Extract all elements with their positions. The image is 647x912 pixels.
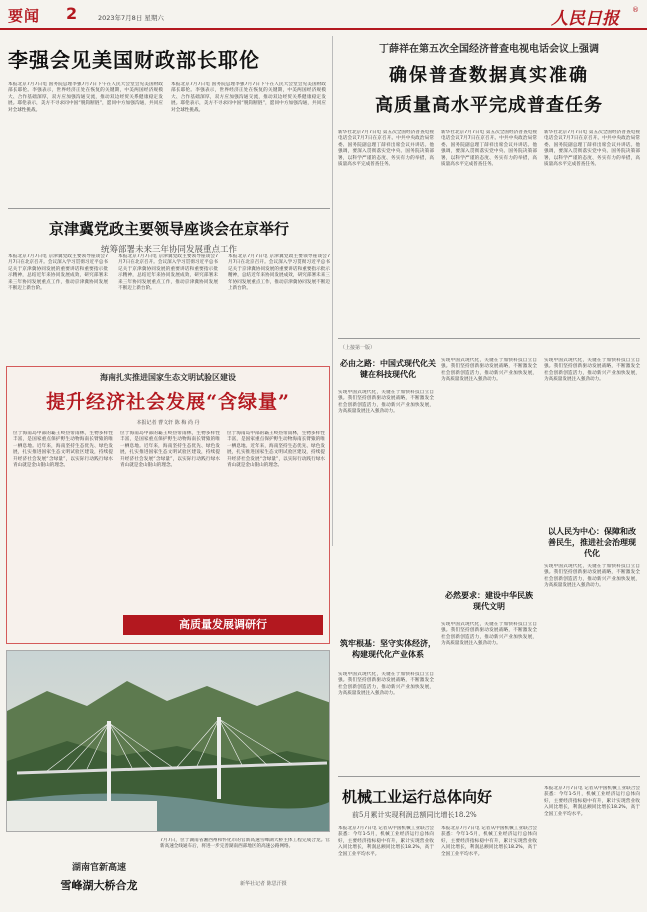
bridge-photo <box>6 650 330 832</box>
section-heading-2: 必然要求：建设中华民族现代文明 <box>445 590 533 611</box>
photo-caption-text: 7月7日，位于湖南省湘西州和怀化市的官新高速雪峰湖大桥主体工程完成合龙。官新高速全线通车后，将进一步完善湖南西部地区的高速公路网络。 <box>160 838 330 850</box>
article-body-continued: 新华社北京7月7日电 第五次全国经济普查电视电话会议7月7日在京召开。中共中央政治局常委、国务院副总理丁薛祥出席会议并讲话。他强调，要深入贯彻落实党中央、国务院决策部署，以科学严谨的态度、务实有力的举措，高质量高水平完成普查任务。 <box>441 130 537 168</box>
subhead-machinery: 前5月累计实现利润总额同比增长18.2% <box>352 811 477 819</box>
section-name: 要闻 <box>8 7 41 25</box>
article-body-continued: 实现中国式现代化，关键在于加快科技自立自强。我们坚持创新驱动发展战略，不断激发全社会创新创造活力，推动新兴产业加快发展，为高质量发展注入强劲动力。 <box>544 564 640 589</box>
bridge-illustration <box>7 651 330 832</box>
photo-credit: 新华社记者 陈思汗摄 <box>240 881 287 887</box>
section-heading-3: 以人民为中心：保障和改善民生，推进社会治理现代化 <box>548 526 636 558</box>
section-heading-4: 筑牢根基：坚守实体经济，构建现代化产业体系 <box>340 638 436 659</box>
bridge-tower <box>217 717 221 799</box>
article-body: 本报北京7月7日电 京津冀党政主要领导座谈会7月7日在北京召开。会议深入学习贯彻习近平总书记关于京津冀协同发展的重要讲话和重要指示批示精神，总结近年来协同发展成效，研究部署未来三年协同发展重点工作，推动京津冀协同发展不断迈上新台阶。 <box>8 254 108 292</box>
article-body-continued: 本报北京7月7日电 记者从中国机械工业联合会获悉：今年1-5月，机械工业经济运行总体向好，主要经济指标稳中有升，累计实现营业收入同比增长，利润总额同比增长18.2%，高于全国工业平均水平。 <box>544 786 640 817</box>
bridge-tower <box>107 721 111 801</box>
article-machinery <box>338 782 640 906</box>
article-jingjinji <box>8 218 330 292</box>
article-continued <box>338 342 640 770</box>
headline-machinery: 机械工业运行总体向好 <box>342 788 493 806</box>
divider <box>338 776 640 777</box>
registered-mark: ® <box>632 6 639 14</box>
article-body-continued: 本报北京7月7日电 京津冀党政主要领导座谈会7月7日在北京召开。会议深入学习贯彻习近平总书记关于京津冀协同发展的重要讲话和重要指示批示精神，总结近年来协同发展成效，研究部署未来三年协同发展重点工作，推动京津冀协同发展不断迈上新台阶。 <box>118 254 218 292</box>
article-body-continued: 本报北京7月7日电 京津冀党政主要领导座谈会7月7日在北京召开。会议深入学习贯彻习近平总书记关于京津冀协同发展的重要讲话和重要指示批示精神，总结近年来协同发展成效，研究部署未来三年协同发展重点工作，推动京津冀协同发展不断迈上新台阶。 <box>228 254 330 292</box>
article-body: 实现中国式现代化，关键在于加快科技自立自强。我们坚持创新驱动发展战略，不断激发全社会创新创造活力，推动新兴产业加快发展，为高质量发展注入强劲动力。 <box>338 390 434 415</box>
article-ding-xuexiang <box>338 40 640 168</box>
headline-jingjinji: 京津冀党政主要领导座谈会在京举行 <box>48 220 289 238</box>
article-body-continued: 本报北京7月7日电 记者从中国机械工业联合会获悉：今年1-5月，机械工业经济运行总体向好，主要经济指标稳中有升，累计实现营业收入同比增长，利润总额同比增长18.2%，高于全国工业平均水平。 <box>441 826 537 857</box>
series-band: 高质量发展调研行 <box>123 615 323 635</box>
article-li-qiang <box>8 44 328 113</box>
article-body-continued: 实现中国式现代化，关键在于加快科技自立自强。我们坚持创新驱动发展战略，不断激发全社会创新创造活力，推动新兴产业加快发展，为高质量发展注入强劲动力。 <box>544 358 640 383</box>
headline-line-2: 高质量高水平完成普查任务 <box>375 95 603 116</box>
photo-caption-title <box>44 860 154 893</box>
subhead-jingjinji: 统筹部署未来三年协同发展重点工作 <box>100 245 237 255</box>
issue-date: 2023年7月8日 星期六 <box>98 14 164 22</box>
article-body: 位于海南岛中部的霸王岭热带雨林，生物多样性丰富，是国家重点保护野生动物海南长臂猿的唯一栖息地。近年来，海南坚持生态优先、绿色发展，扎实推进国家生态文明试验区建设，持续提升经济社会发展“含绿量”，以实际行动践行绿水青山就是金山银山的理念。 <box>13 431 113 469</box>
article-body-continued: 实现中国式现代化，关键在于加快科技自立自强。我们坚持创新驱动发展战略，不断激发全社会创新创造活力，推动新兴产业加快发展，为高质量发展注入强劲动力。 <box>441 622 537 647</box>
headline-hainan: 提升经济社会发展“含绿量” <box>46 391 290 413</box>
masthead <box>0 0 647 30</box>
article-hainan-box <box>6 366 330 644</box>
article-body: 本报北京7月7日电 记者从中国机械工业联合会获悉：今年1-5月，机械工业经济运行总体向好，主要经济指标稳中有升，累计实现营业收入同比增长，利润总额同比增长18.2%，高于全国工业平均水平。 <box>338 826 434 857</box>
byline: 本报记者 曹文轩 陈 梅 尚 丹 <box>136 420 200 426</box>
kicker-ding-xuexiang: 丁薛祥在第五次全国经济普查电视电话会议上强调 <box>379 44 599 55</box>
divider <box>338 338 640 339</box>
article-body-continued: 实现中国式现代化，关键在于加快科技自立自强。我们坚持创新驱动发展战略，不断激发全社会创新创造活力，推动新兴产业加快发展，为高质量发展注入强劲动力。 <box>338 672 434 697</box>
caption-line-1: 湖南官新高速 <box>71 863 126 873</box>
article-body: 本报北京7月7日电 国务院总理李强7月7日下午在人民大会堂会见美国财政部长耶伦。李强表示，世界经济正处在恢复的关键期，中美两国经济规模大、合作基础深厚，双方应加强沟通交流，推动双边经贸关系健康稳定发展。耶伦表示，美方不寻求同中国“脱钩断链”，愿同中方加强沟通，共同应对全球性挑战。 <box>8 82 163 113</box>
article-body: 新华社北京7月7日电 第五次全国经济普查电视电话会议7月7日在京召开。中共中央政治局常委、国务院副总理丁薛祥出席会议并讲话。他强调，要深入贯彻落实党中央、国务院决策部署，以科学严谨的态度、务实有力的举措，高质量高水平完成普查任务。 <box>338 130 434 168</box>
divider <box>8 208 330 209</box>
article-body-continued: 位于海南岛中部的霸王岭热带雨林，生物多样性丰富，是国家重点保护野生动物海南长臂猿的唯一栖息地。近年来，海南坚持生态优先、绿色发展，扎实推进国家生态文明试验区建设，持续提升经济社会发展“含绿量”，以实际行动践行绿水青山就是金山银山的理念。 <box>227 431 325 469</box>
caption-line-2: 雪峰湖大桥合龙 <box>60 879 138 892</box>
article-body-continued: 位于海南岛中部的霸王岭热带雨林，生物多样性丰富，是国家重点保护野生动物海南长臂猿的唯一栖息地。近年来，海南坚持生态优先、绿色发展，扎实推进国家生态文明试验区建设，持续提升经济社会发展“含绿量”，以实际行动践行绿水青山就是金山银山的理念。 <box>120 431 220 469</box>
headline-li-qiang: 李强会见美国财政部长耶伦 <box>8 48 260 72</box>
headline-line-1: 确保普查数据真实准确 <box>389 65 589 86</box>
newspaper-logo: 人民日报 <box>551 9 619 29</box>
article-body-continued: 本报北京7月7日电 国务院总理李强7月7日下午在人民大会堂会见美国财政部长耶伦。李强表示，世界经济正处在恢复的关键期，中美两国经济规模大、合作基础深厚，双方应加强沟通交流，推动双边经贸关系健康稳定发展。耶伦表示，美方不寻求同中国“脱钩断链”，愿同中方加强沟通，共同应对全球性挑战。 <box>171 82 326 113</box>
column-divider <box>332 36 333 546</box>
page-number: 2 <box>66 4 78 23</box>
kicker-hainan: 海南扎实推进国家生态文明试验区建设 <box>100 372 236 382</box>
article-body-continued: 实现中国式现代化，关键在于加快科技自立自强。我们坚持创新驱动发展战略，不断激发全社会创新创造活力，推动新兴产业加快发展，为高质量发展注入强劲动力。 <box>441 358 537 383</box>
continued-label: （上接第一版） <box>340 345 376 351</box>
section-label <box>8 5 94 25</box>
section-heading-1: 必由之路：中国式现代化关键在科技现代化 <box>340 358 436 379</box>
article-body-continued: 新华社北京7月7日电 第五次全国经济普查电视电话会议7月7日在京召开。中共中央政治局常委、国务院副总理丁薛祥出席会议并讲话。他强调，要深入贯彻落实党中央、国务院决策部署，以科学严谨的态度、务实有力的举措，高质量高水平完成普查任务。 <box>544 130 640 168</box>
